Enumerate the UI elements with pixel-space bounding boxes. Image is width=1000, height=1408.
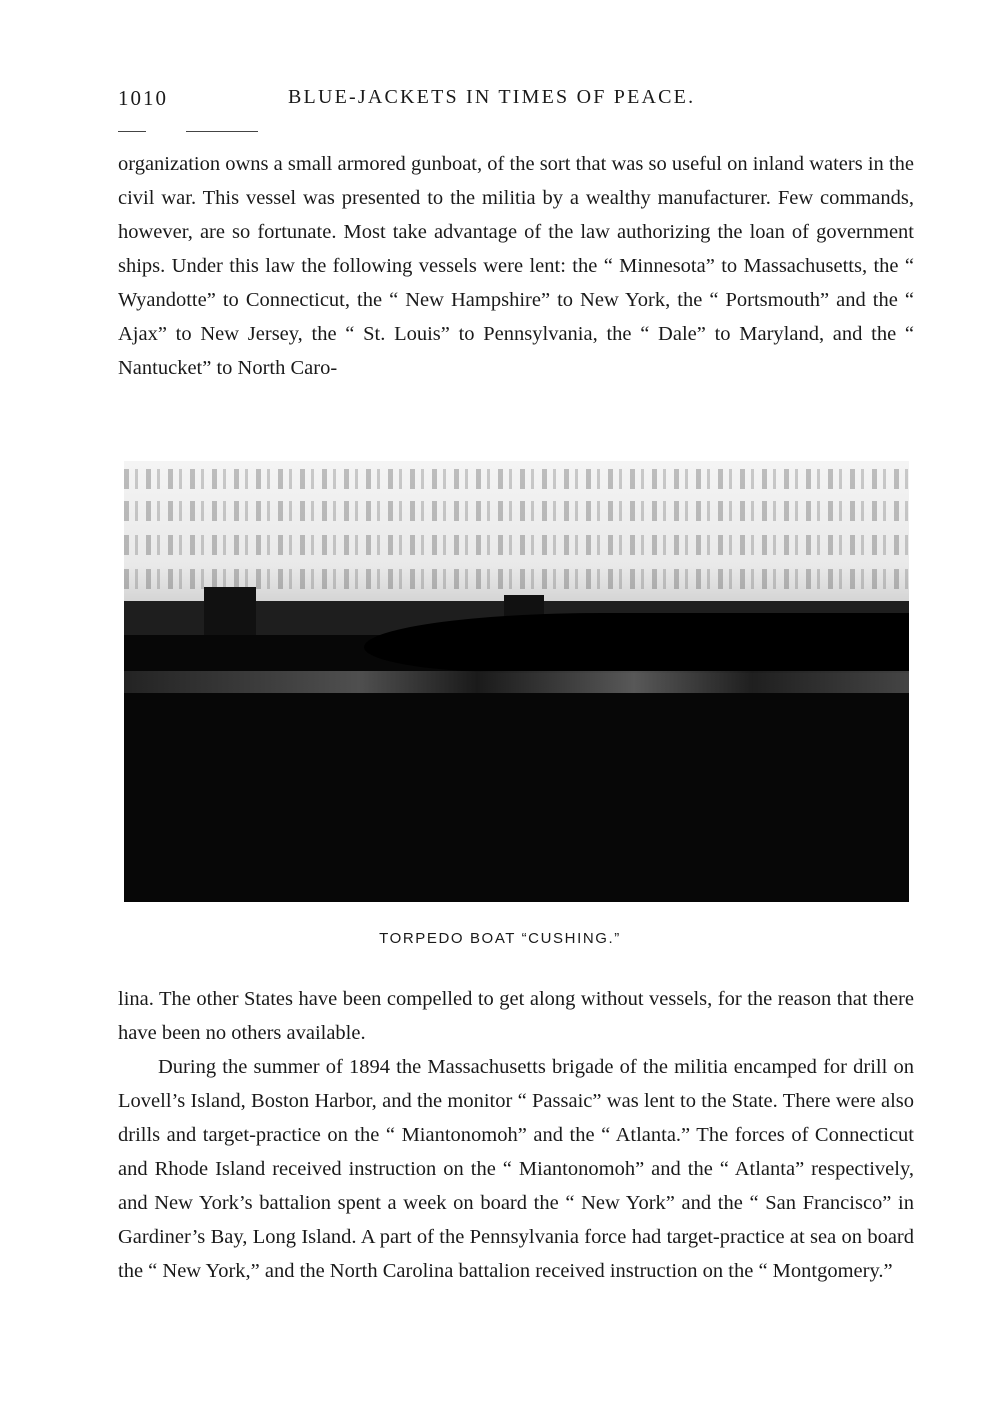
photo-show-through <box>124 501 909 521</box>
figure-caption: TORPEDO BOAT “CUSHING.” <box>379 930 621 947</box>
page-number: 1010 <box>118 86 168 110</box>
torpedo-boat-photo <box>124 461 909 902</box>
photo-boat-hull <box>364 613 909 673</box>
body-paragraph: lina. The other States have been compelled to get along without vessels, for the reason that there have been no others available. <box>118 988 914 1044</box>
photo-show-through <box>124 535 909 555</box>
photo-building <box>204 587 256 635</box>
header-rule <box>186 131 258 132</box>
photo-waterline <box>124 671 909 693</box>
body-paragraph: During the summer of 1894 the Massachusetts brigade of the militia encamped for drill on Lovell’s Island, Boston Harbor, and the monitor “ Passaic” was lent to the State. There were also drills and target-practice on the “ Miantonomoh” and the “ Atlanta.” The forces of Connecticut and Rhode Island received instruction on the “ Miantonomoh” and the “ Atlanta” respectively, and New York’s battalion spent a week on board the “ New York” and the “ San Francisco” in Gardiner’s Bay, Long Island. A part of the Pennsylvania force had target-practice at sea on board the “ New York,” and the North Carolina battalion received instruction on the “ Montgomery.” <box>118 1056 914 1282</box>
photo-show-through <box>124 469 909 489</box>
running-head: BLUE-JACKETS IN TIMES OF PEACE. <box>288 86 696 108</box>
header-rule <box>118 131 146 132</box>
body-paragraph: organization owns a small armored gunboat, of the sort that was so useful on inland waters in the civil war. This vessel was presented to the militia by a wealthy manufacturer. Few commands, however, are so fortunate. Most take advantage of the law authorizing the loan of government ships. Under this law the following vessels were lent: the “ Minnesota” to Massachusetts, the “ Wyandotte” to Connecticut, the “ New Hampshire” to New York, the “ Portsmouth” and the “ Ajax” to New Jersey, the “ St. Louis” to Pennsylvania, the “ Dale” to Maryland, and the “ Nantucket” to North Caro- <box>118 153 914 379</box>
photo-show-through <box>124 569 909 589</box>
